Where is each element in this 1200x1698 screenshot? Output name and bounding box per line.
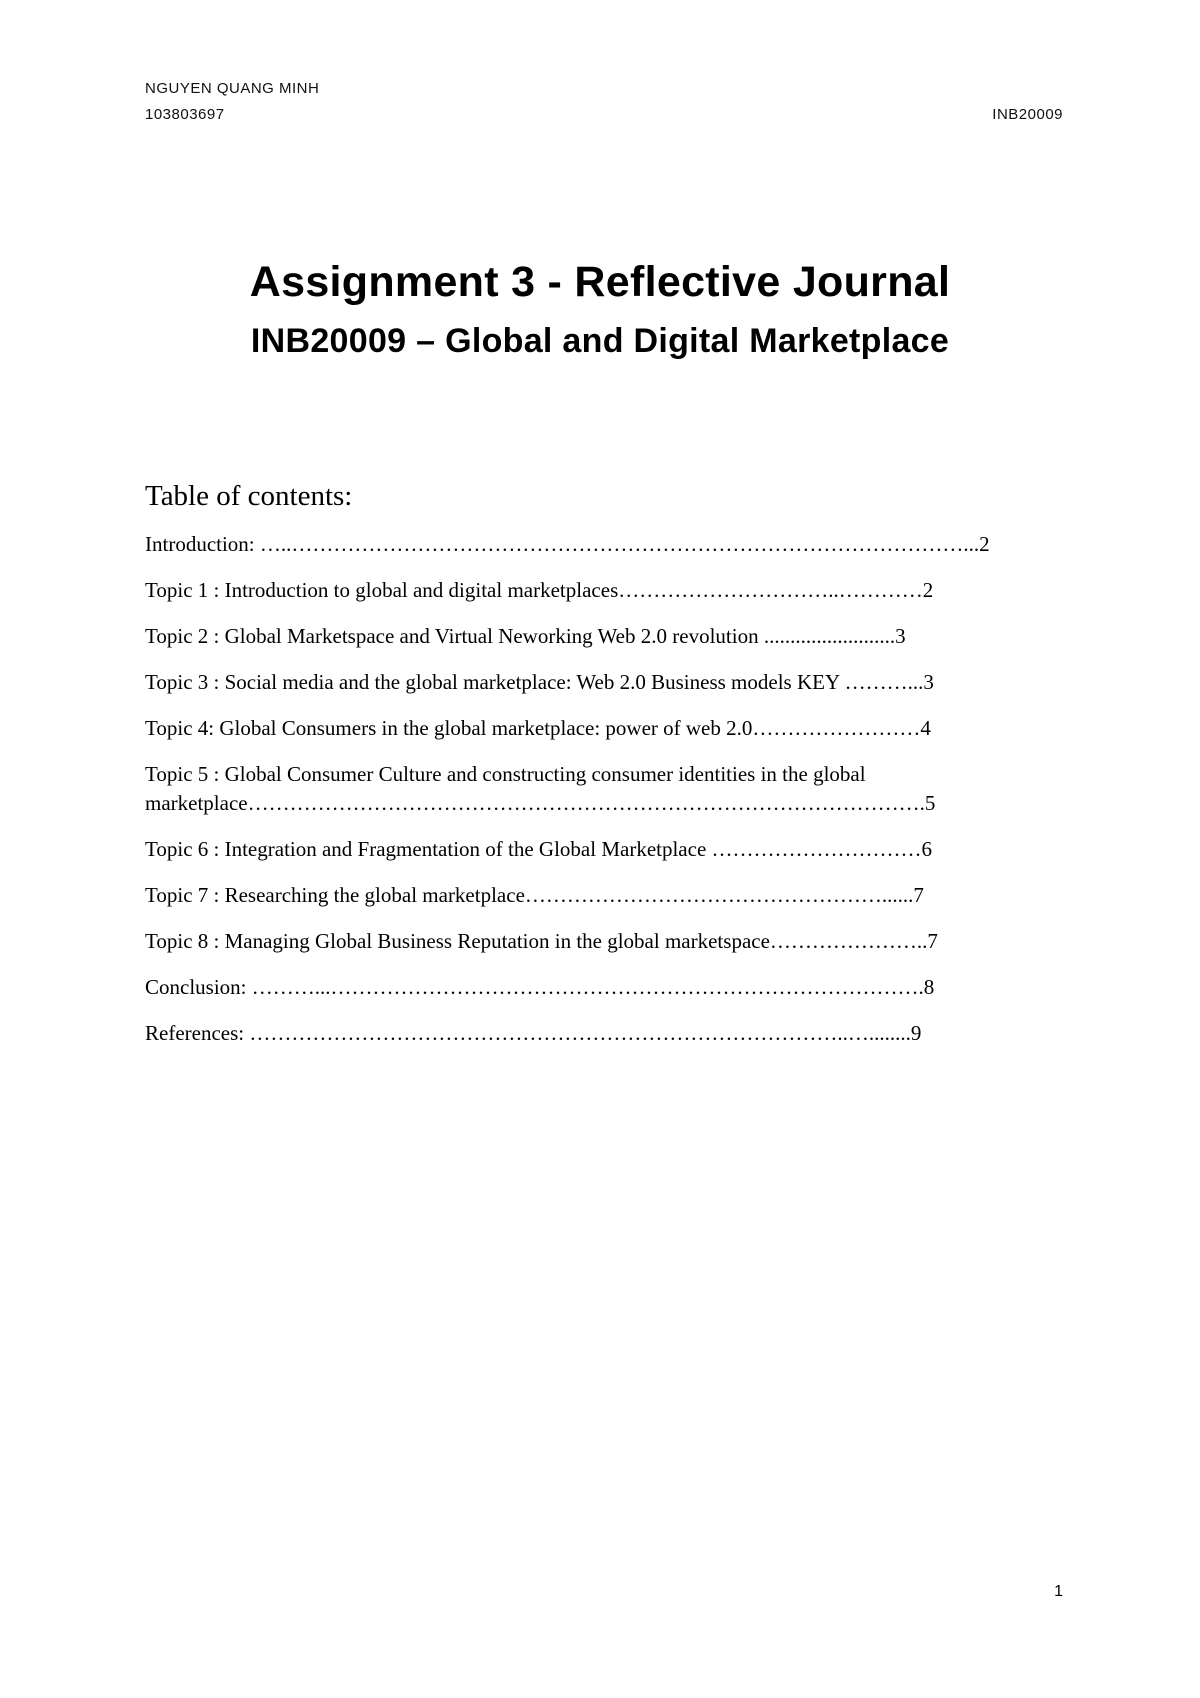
student-id: 103803697 [145, 106, 225, 123]
toc-entry-topic-8[interactable]: Topic 8 : Managing Global Business Reputation in the global marketspace…………………..7 [145, 929, 938, 953]
toc-entry-references[interactable]: References: …………………………………………………………………………..…........9 [145, 1021, 922, 1045]
table-of-contents [145, 478, 1065, 1065]
toc-entry-topic-5[interactable]: Topic 5 : Global Consumer Culture and constructing consumer identities in the global marketplace…………………………………………………………………………………….5 [145, 762, 936, 815]
document-title: Assignment 3 - Reflective Journal [249, 258, 951, 306]
toc-entry-topic-4[interactable]: Topic 4: Global Consumers in the global marketplace: power of web 2.0……………………4 [145, 716, 931, 740]
toc-entry-topic-3[interactable]: Topic 3 : Social media and the global marketplace: Web 2.0 Business models KEY ………...3 [145, 670, 934, 694]
toc-entry-topic-1[interactable]: Topic 1 : Introduction to global and digital marketplaces…………………………..…………2 [145, 578, 934, 602]
document-subtitle: INB20009 – Global and Digital Marketplace [250, 322, 950, 360]
toc-entry-conclusion[interactable]: Conclusion: ………...………………………………………………………………………….8 [145, 975, 935, 999]
page-number: 1 [1054, 1583, 1063, 1600]
toc-entry-topic-6[interactable]: Topic 6 : Integration and Fragmentation of the Global Marketplace …………………………6 [145, 837, 933, 861]
toc-entry-introduction[interactable]: Introduction: …..……………………………………………………………………………………...2 [145, 532, 990, 556]
toc-entry-topic-2[interactable]: Topic 2 : Global Marketspace and Virtual Neworking Web 2.0 revolution .........................3 [145, 624, 906, 648]
toc-heading: Table of contents: [145, 480, 353, 512]
header-row-ids [145, 102, 1063, 128]
unit-code: INB20009 [992, 106, 1063, 123]
page-header [145, 76, 1063, 128]
header-row-author [145, 76, 1063, 102]
author-name: NGUYEN QUANG MINH [145, 80, 320, 97]
toc-entry-topic-7[interactable]: Topic 7 : Researching the global marketplace……………………………………………......7 [145, 883, 924, 907]
